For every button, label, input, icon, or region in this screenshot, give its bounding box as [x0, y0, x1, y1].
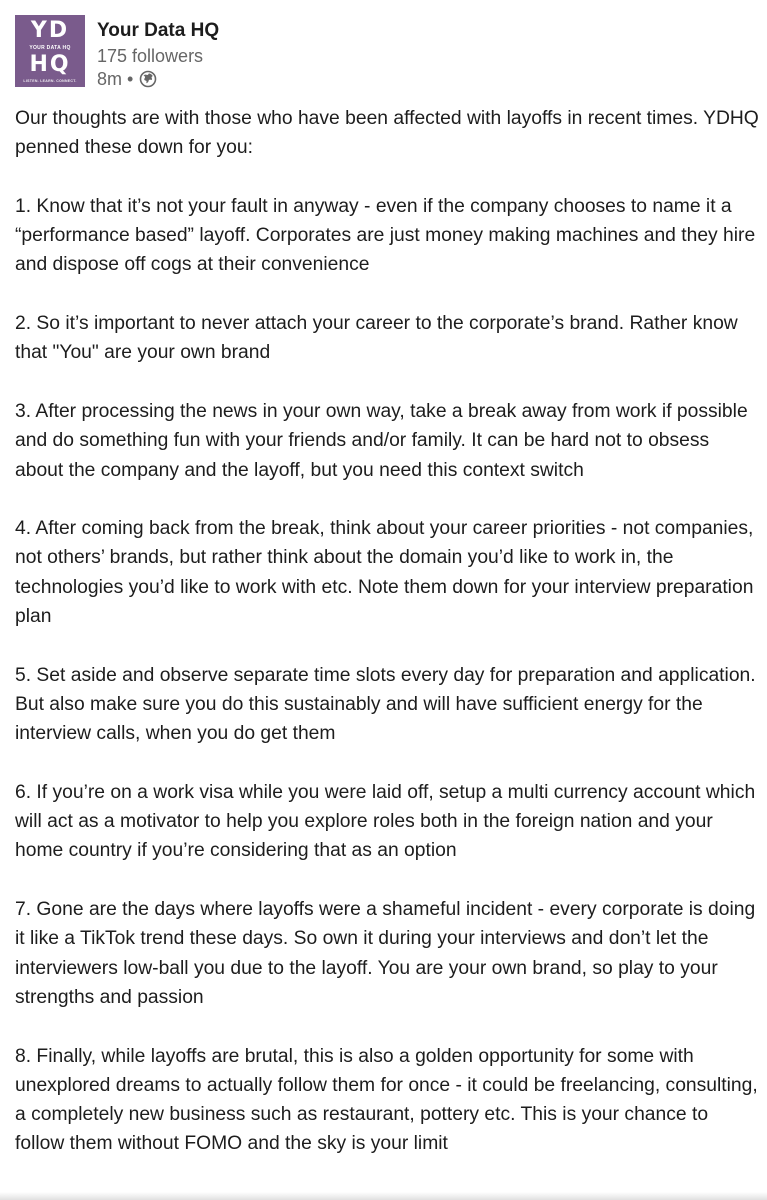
post-point-2: 2. So it’s important to never attach your career to the corporate’s brand. Rather know that "You" are your own brand	[15, 313, 738, 364]
author-name[interactable]: Your Data HQ	[97, 20, 220, 41]
logo-text-top: YD	[30, 18, 70, 43]
post-point-4: 4. After coming back from the break, think about your career priorities - not companies, not others’ brands, but rather think about the domain you’d like to work in, the technologies you’d like to work with etc. Note them down for your interview preparation plan	[15, 518, 754, 628]
author-meta	[97, 15, 219, 90]
post-point-7: 7. Gone are the days where layoffs were a shameful incident - every corporate is doing it like a TikTok trend these days. So own it during your interviews and don’t let the interviewers low-ball you due to the layoff. You are your own brand, so play to your strengths and passion	[15, 899, 756, 1008]
post-header	[15, 15, 219, 87]
logo-tagline: YOUR DATA HQ	[29, 45, 71, 51]
follower-count: 175 followers	[97, 46, 204, 66]
bottom-shadow	[0, 1192, 767, 1200]
post-point-1: 1. Know that it’s not your fault in anyway - even if the company chooses to name it a “performance based” layoff. Corporates are just money making machines and they hire and dispose off cogs at their convenience	[15, 195, 756, 276]
logo-text-bottom: HQ	[29, 52, 71, 77]
post-timestamp: 8m •	[97, 69, 134, 89]
post-point-5: 5. Set aside and observe separate time slots every day for preparation and application. But also make sure you do this sustainably and will have sufficient energy for the interview calls, when you do get them	[15, 664, 756, 745]
post-point-8: 8. Finally, while layoffs are brutal, this is also a golden opportunity for some with unexplored dreams to actually follow them for once - it could be freelancing, consulting, a completely new business such as restaurant, pottery etc. This is your chance to follow them without FOMO and the sky is your limit	[15, 1045, 758, 1155]
post-point-6: 6. If you’re on a work visa while you were laid off, setup a multi currency account which will act as a motivator to help you explore roles both in the foreign nation and your home country if you’re considering that as an option	[15, 781, 756, 862]
logo-foot: LISTEN. LEARN. CONNECT.	[23, 79, 77, 83]
post-intro: Our thoughts are with those who have been affected with layoffs in recent times. YDHQ penned these down for you:	[15, 108, 759, 159]
post-point-3: 3. After processing the news in your own way, take a break away from work if possible and do something fun with your friends and/or family. It can be hard not to obsess about the company and the layoff, but you need this context switch	[15, 400, 748, 481]
post-time	[97, 68, 219, 90]
globe-icon	[139, 70, 157, 88]
company-logo[interactable]	[15, 15, 85, 87]
post-body	[15, 104, 760, 1188]
